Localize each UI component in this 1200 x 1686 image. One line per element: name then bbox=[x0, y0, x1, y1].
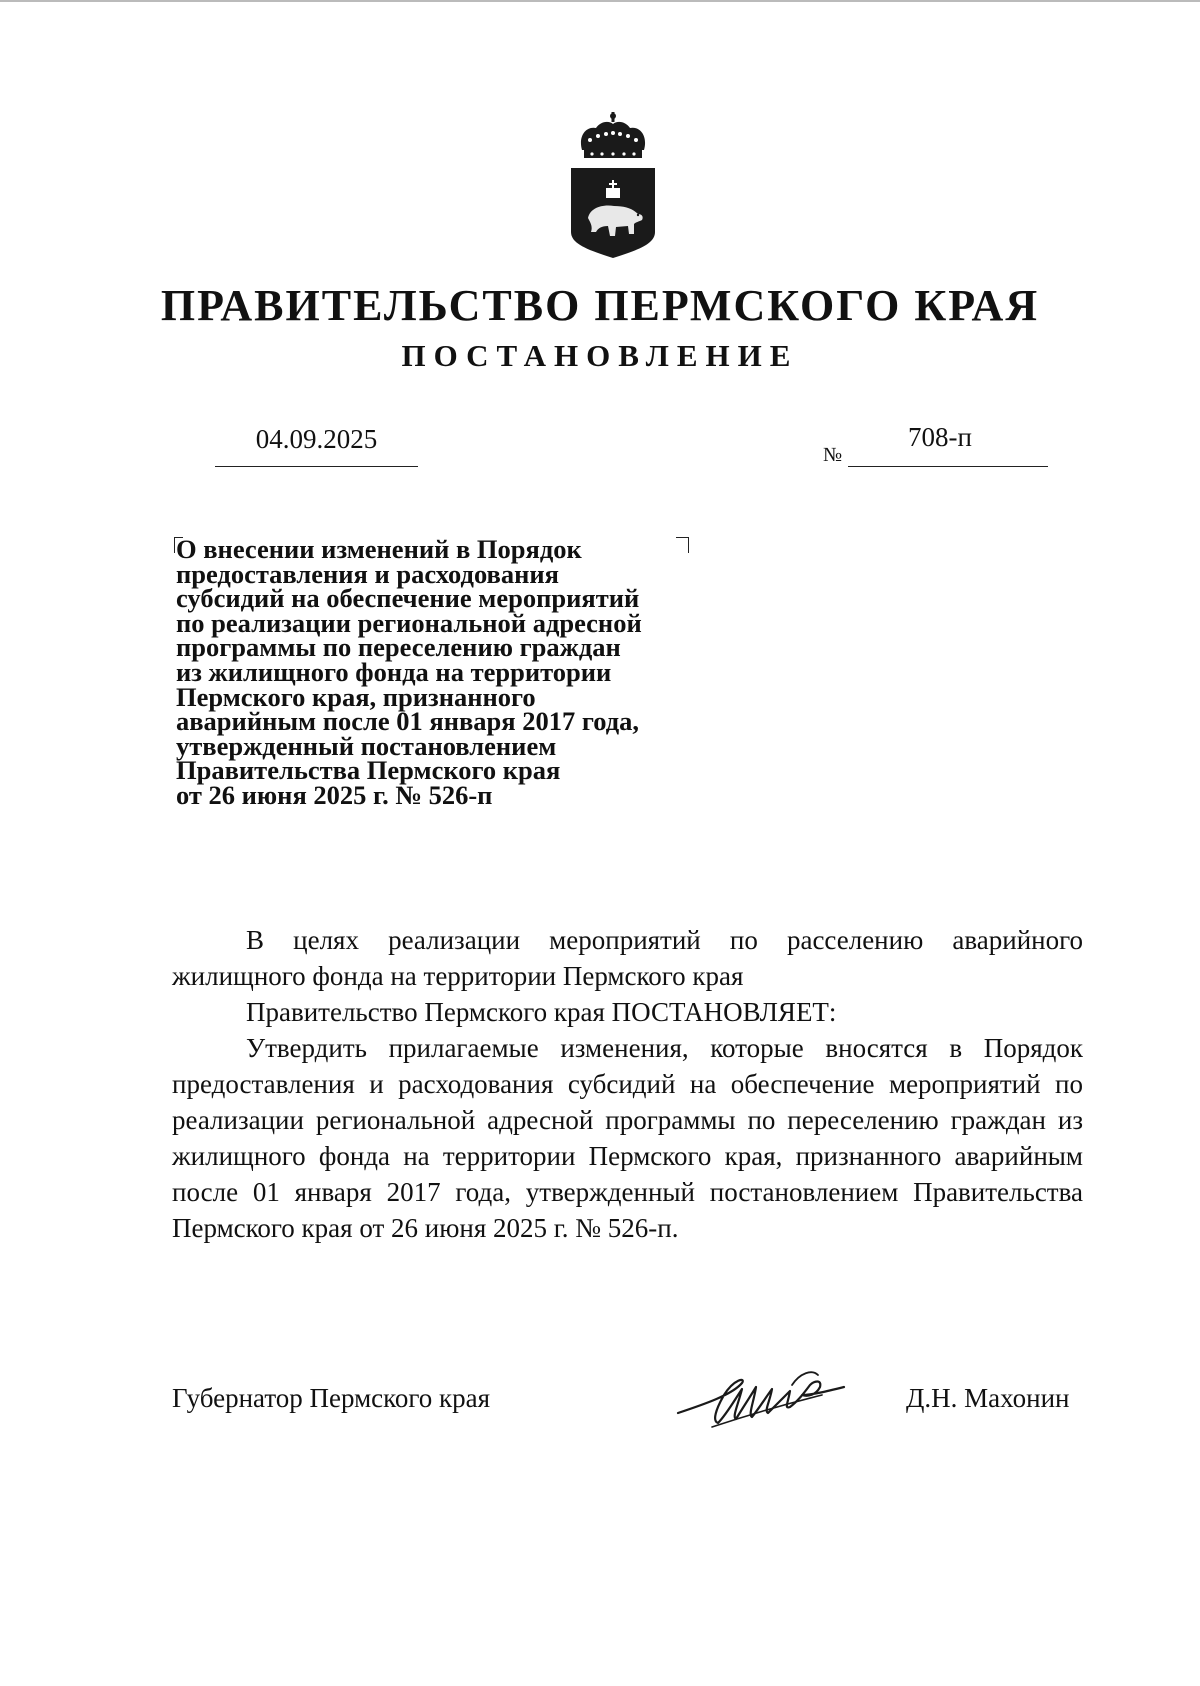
subject-line: по реализации региональной адресной bbox=[176, 607, 642, 638]
government-title: ПРАВИТЕЛЬСТВО ПЕРМСКОГО КРАЯ bbox=[160, 281, 1040, 330]
handwritten-signature bbox=[672, 1365, 852, 1435]
subject-line: программы по переселению граждан bbox=[176, 632, 621, 663]
number-sign: № bbox=[823, 444, 843, 466]
subject-line: из жилищного фонда на территории bbox=[176, 656, 612, 687]
document-body bbox=[172, 922, 1083, 1246]
subject-line: Пермского края, признанного bbox=[176, 681, 536, 712]
document-date: 04.09.2025 bbox=[255, 424, 378, 454]
body-paragraph: Утвердить прилагаемые изменения, которые вносятся в Порядок предоставления и расходования субсидий на обеспечение мероприятий по реализации региональной адресной программы по переселению граждан из жилищного фонда на территории Пермского края, признанного аварийным после 01 января 2017 года, утвержденный постановлением Правительства Пермского края от 26 июня 2025 г. № 526-п. bbox=[172, 1033, 1083, 1243]
body-paragraph: В целях реализации мероприятий по расселению аварийного жилищного фонда на территории Пермского края bbox=[172, 925, 1083, 991]
subject-line: предоставления и расходования bbox=[176, 558, 559, 589]
number-line bbox=[848, 422, 1048, 467]
document-number: 708-п bbox=[908, 422, 972, 452]
scan-edge bbox=[0, 0, 1200, 2]
subject-line: субсидий на обеспечение мероприятий bbox=[176, 583, 640, 614]
subject-line: О внесении изменений в Порядок bbox=[176, 534, 582, 564]
subject-line: утвержденный постановлением bbox=[176, 730, 557, 761]
document-type: ПОСТАНОВЛЕНИЕ bbox=[401, 338, 799, 373]
coat-of-arms-emblem bbox=[568, 110, 658, 260]
document-subject bbox=[176, 534, 696, 810]
subject-line: аварийным после 01 января 2017 года, bbox=[176, 706, 640, 737]
date-line bbox=[215, 424, 418, 467]
body-paragraph: Правительство Пермского края ПОСТАНОВЛЯЕТ: bbox=[246, 997, 837, 1027]
signer-name: Д.Н. Махонин bbox=[906, 1383, 1070, 1413]
subject-line: Правительства Пермского края bbox=[176, 755, 561, 786]
subject-line: от 26 июня 2025 г. № 526-п bbox=[176, 779, 493, 810]
signer-position: Губернатор Пермского края bbox=[172, 1383, 491, 1413]
